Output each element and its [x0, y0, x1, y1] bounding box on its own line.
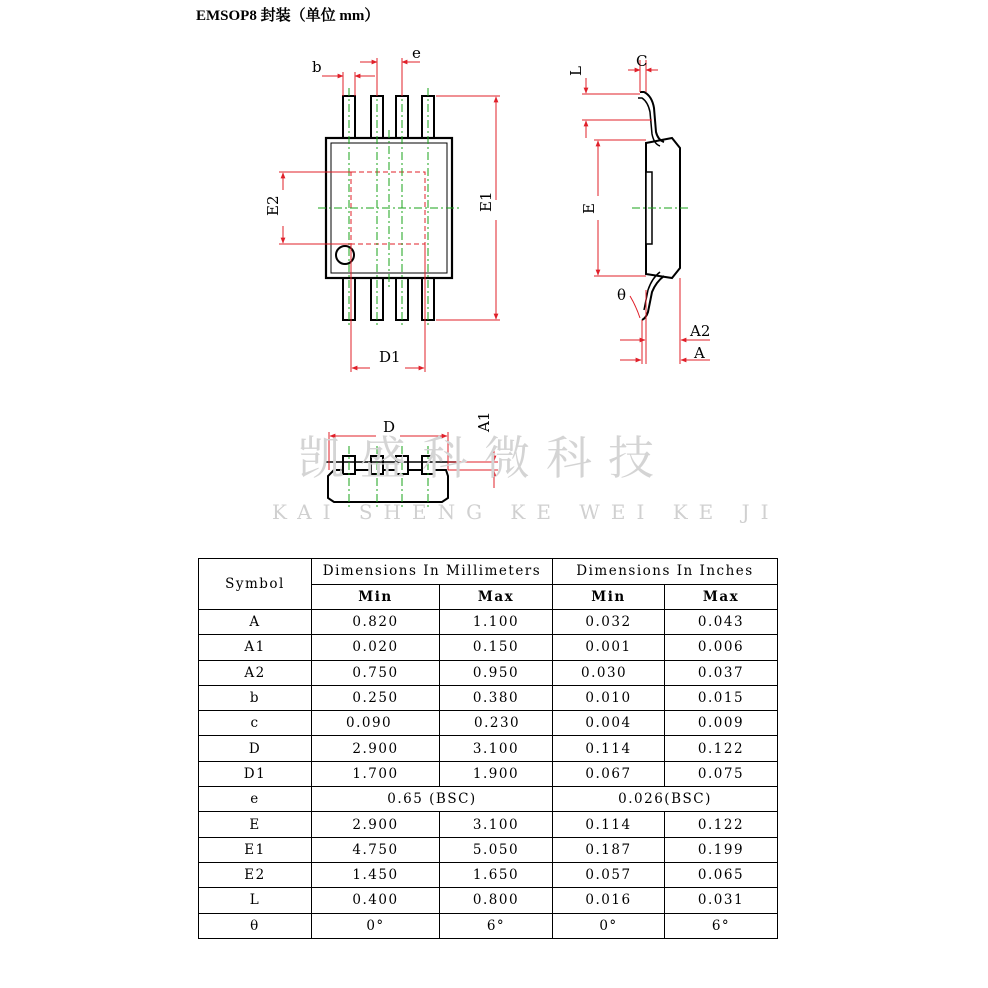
cell-mm-min: 2.900 [312, 812, 440, 837]
label-d1: D1 [379, 348, 401, 366]
page-title: EMSOP8 封装（单位 mm） [196, 8, 380, 24]
cell-mm-min: 0.090 [312, 711, 440, 736]
cell-mm-max: 6° [440, 913, 553, 938]
cell-in-min: 0.057 [553, 862, 665, 887]
mm-header: Dimensions In Millimeters [312, 559, 553, 585]
table-row [199, 685, 778, 710]
cell-in-min: 0.010 [553, 685, 665, 710]
table-row [199, 610, 778, 635]
cell-in-max: 0.122 [665, 736, 778, 761]
table-row [199, 837, 778, 862]
table-row [199, 660, 778, 685]
cell-in-min: 0.114 [553, 812, 665, 837]
cell-in-max: 0.037 [665, 660, 778, 685]
dimensions-table [198, 558, 778, 939]
cell-in-min: 0.001 [553, 635, 665, 660]
cell-in-max: 0.075 [665, 761, 778, 786]
cell-in-min: 0.114 [553, 736, 665, 761]
cell-mm-span: 0.65 (BSC) [312, 787, 553, 812]
cell-mm-min: 1.450 [312, 862, 440, 887]
cell-symbol: b [199, 685, 312, 710]
cell-in-min: 0° [553, 913, 665, 938]
cell-in-min: 0.016 [553, 888, 665, 913]
side-view [567, 52, 710, 364]
cell-symbol: A2 [199, 660, 312, 685]
cell-in-min: 0.187 [553, 837, 665, 862]
cell-mm-min: 0.750 [312, 660, 440, 685]
cell-mm-max: 0.150 [440, 635, 553, 660]
cell-mm-max: 0.230 [440, 711, 553, 736]
cell-symbol: c [199, 711, 312, 736]
label-e2: E2 [264, 195, 282, 216]
top-view [264, 44, 500, 372]
cell-mm-max: 0.800 [440, 888, 553, 913]
symbol-header: Symbol [199, 559, 312, 610]
cell-symbol: A [199, 610, 312, 635]
cell-in-span: 0.026(BSC) [553, 787, 778, 812]
cell-symbol: E1 [199, 837, 312, 862]
cell-in-max: 0.031 [665, 888, 778, 913]
inch-header: Dimensions In Inches [553, 559, 778, 585]
cell-mm-min: 0.020 [312, 635, 440, 660]
table-row [199, 888, 778, 913]
table-row [199, 812, 778, 837]
label-e: e [412, 44, 421, 62]
cell-symbol: D1 [199, 761, 312, 786]
table-row [199, 761, 778, 786]
label-a1: A1 [475, 411, 493, 432]
table-row [199, 862, 778, 887]
cell-mm-max: 5.050 [440, 837, 553, 862]
cell-mm-min: 0.400 [312, 888, 440, 913]
label-c: C [636, 52, 648, 70]
cell-in-max: 0.006 [665, 635, 778, 660]
cell-mm-min: 4.750 [312, 837, 440, 862]
cell-mm-min: 2.900 [312, 736, 440, 761]
cell-mm-max: 1.900 [440, 761, 553, 786]
cell-in-max: 6° [665, 913, 778, 938]
cell-mm-max: 0.950 [440, 660, 553, 685]
mm-max-header: Max [440, 584, 553, 610]
cell-in-max: 0.199 [665, 837, 778, 862]
cell-symbol: e [199, 787, 312, 812]
cell-in-max: 0.015 [665, 685, 778, 710]
in-max-header: Max [665, 584, 778, 610]
in-min-header: Min [553, 584, 665, 610]
watermark-pinyin: KAI SHENG KE WEI KE JI [272, 500, 780, 524]
watermark-chinese: 凯盛科微科技 [298, 431, 670, 485]
mm-min-header: Min [312, 584, 440, 610]
cell-symbol: A1 [199, 635, 312, 660]
label-l: L [567, 66, 585, 76]
table-row [199, 736, 778, 761]
cell-in-max: 0.009 [665, 711, 778, 736]
cell-mm-max: 3.100 [440, 812, 553, 837]
cell-in-min: 0.004 [553, 711, 665, 736]
label-a2: A2 [690, 322, 711, 340]
label-e-side: E [580, 203, 598, 214]
cell-mm-max: 3.100 [440, 736, 553, 761]
table-row [199, 635, 778, 660]
cell-mm-min: 0.250 [312, 685, 440, 710]
cell-symbol: E [199, 812, 312, 837]
table-row [199, 711, 778, 736]
cell-in-min: 0.067 [553, 761, 665, 786]
cell-mm-max: 1.100 [440, 610, 553, 635]
cell-in-max: 0.065 [665, 862, 778, 887]
cell-in-min: 0.032 [553, 610, 665, 635]
cell-in-max: 0.043 [665, 610, 778, 635]
cell-mm-max: 0.380 [440, 685, 553, 710]
label-a: A [694, 344, 705, 362]
label-b: b [312, 58, 322, 76]
cell-mm-min: 0.820 [312, 610, 440, 635]
label-e1: E1 [477, 191, 495, 212]
cell-mm-min: 1.700 [312, 761, 440, 786]
cell-symbol: L [199, 888, 312, 913]
cell-symbol: θ [199, 913, 312, 938]
label-theta: θ [617, 286, 627, 304]
table-row [199, 913, 778, 938]
table-row [199, 787, 778, 812]
cell-mm-min: 0° [312, 913, 440, 938]
label-d: D [383, 418, 396, 436]
cell-in-max: 0.122 [665, 812, 778, 837]
cell-symbol: D [199, 736, 312, 761]
cell-mm-max: 1.650 [440, 862, 553, 887]
cell-in-min: 0.030 [553, 660, 665, 685]
cell-symbol: E2 [199, 862, 312, 887]
